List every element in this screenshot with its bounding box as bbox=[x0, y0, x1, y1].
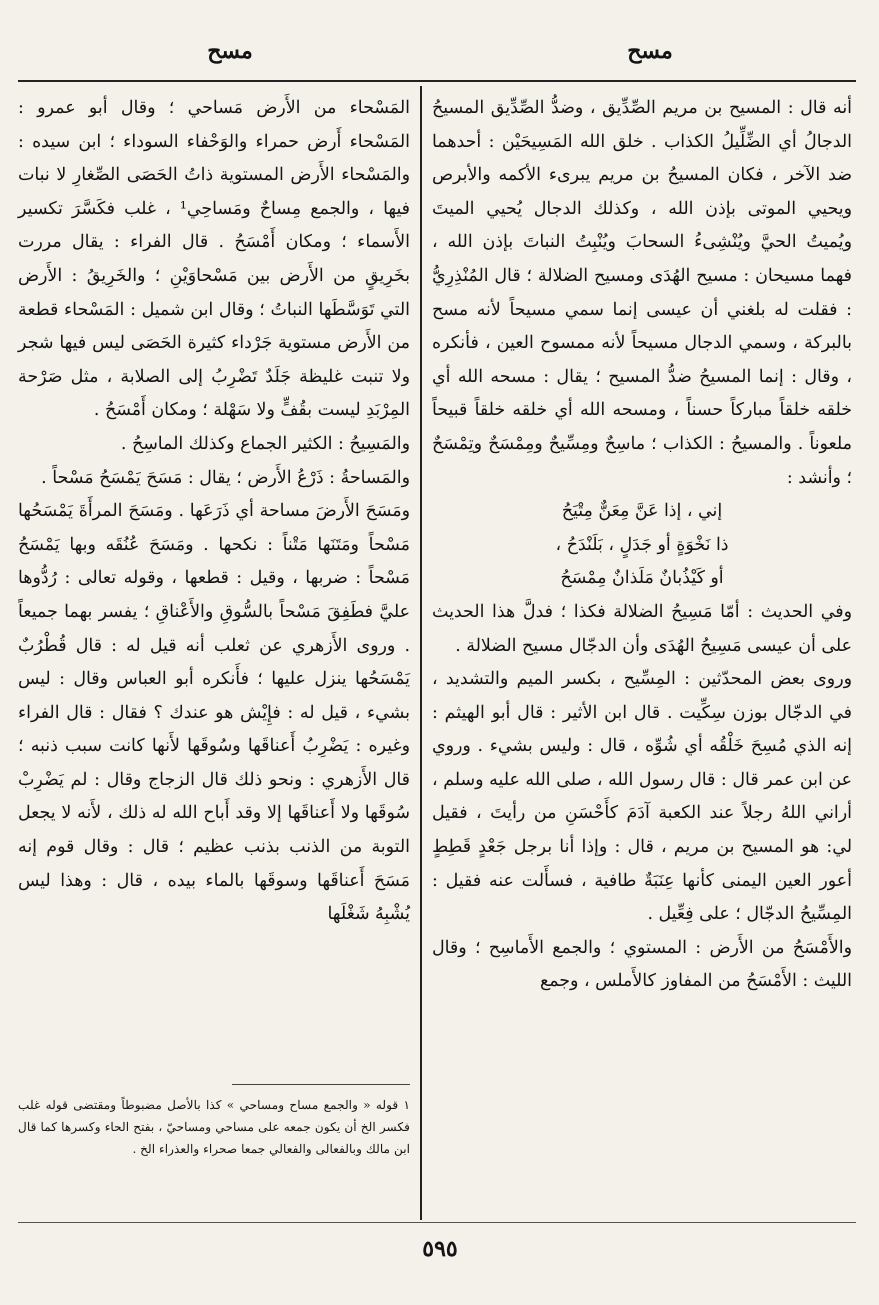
header-word-left: مسح bbox=[207, 38, 253, 64]
paragraph: وروى بعض المحدّثين : المِسِّيح ، بكسر الميم والتشديد ، في الدجّال بوزن سِكِّيت . قال ابن الأثير : قال أبو الهيثم : إنه الذي مُسِحَ خَلْقُه أي شُوِّه ، قال : وليس بشيء . وروي عن ابن عمر قال : قال رسول الله ، صلى الله عليه وسلم ، أراني اللهُ رجلاً عند الكعبة آدَمَ كأَحْسَنِ من رأيتَ ، فقيل لي: هو المسيح بن مريم ، قال : وإذا أنا برجل جَعْدٍ قَطِطٍ أعور العين اليمنى كأنها عِنَبَةٌ طافية ، فسأَلت عنه فقيل : المِسِّيحُ الدجّال ؛ على فِعِّيل . bbox=[432, 669, 852, 925]
verse-line: إني ، إذا عَنَّ مِعَنٌّ مِتْيَحُ bbox=[561, 501, 723, 522]
footnote-rule bbox=[232, 1084, 410, 1085]
verse-line: ذا نَخْوَةٍ أو جَدَلٍ ، بَلَنْدَحُ ، bbox=[555, 534, 729, 555]
right-column bbox=[432, 92, 852, 999]
paragraph: ومَسَحَ الأَرضَ مساحة أي ذَرَعَها . ومَسَحَ المرأَةَ يَمْسَحُها مَسْحاً ومَتَنَها مَتْناً : نكحها . ومَسَحَ عُنُقَه وبها يَمْسَحُ مَسْحاً : ضربها ، وقيل : قطعها ، وقوله تعالى : رُدُّوها عليَّ فطَفِقَ مَسْحاً بالسُّوقِ والأَعْناقِ ؛ يفسر بهما جميعاً . وروى الأَزهري عن ثعلب أنه قيل له : قال قُطْرُبٌ يَمْسَحُها ينزل عليها ؛ فأَنكره أبو العباس وقال : ليس بشيء ، قيل له : فإِيْش هو عندك ؟ فقال : قال الفراء وغيره : يَضْرِبُ أَعناقَها وسُوقَها لأَنها كانت سبب ذنبه ؛ قال الأَزهري : ونحو ذلك قال الزجاج وقال : لم يَضْرِبْ سُوقَها ولا أَعناقَها إلا وقد أَباح الله له ذلك ، لأَنه لا يجعل التوبة من الذنب بذنب عظيم ؛ قال : وقال قوم إنه مَسَحَ أَعناقَها وسوقَها بالماء بيده ، قال : وهذا ليس يُشْبِهُ شَغْلَها bbox=[18, 501, 410, 925]
paragraph: والأَمْسَحُ من الأَرض : المستوي ؛ والجمع الأَماسِح ؛ وقال الليث : الأَمْسَحُ من المفاوز كالأَملس ، وجمع bbox=[432, 937, 852, 992]
header-rule bbox=[18, 80, 856, 82]
left-column bbox=[18, 92, 410, 932]
paragraph: والمَساحةُ : ذَرْعُ الأَرض ؛ يقال : مَسَحَ يَمْسَحُ مَسْحاً . bbox=[41, 467, 410, 488]
column-divider bbox=[420, 86, 422, 1220]
verse-line: أو كَيْذُبانٌ مَلَذانٌ مِمْسَحُ bbox=[560, 568, 724, 589]
footnote: ١ قوله « والجمع مساح ومساحي » كذا بالأصل مضبوطاً ومقتضى قوله غلب فكسر الخ أن يكون جمعه على مساحي ومساحيّ ، بفتح الحاء وكسرها كما قال ابن مالك وبالفعالى والفعالي جمعا صحراء والعذراء الخ . bbox=[18, 1098, 410, 1156]
paragraph: أنه قال : المسيح بن مريم الصِّدِّيق ، وضدُّ الصِّدِّيق المسيحُ الدجالُ أي الضِّلِّيلُ الكذاب . خلق الله المَسِيحَيْن : أحدهما ضد الآخر ، فكان المسيحُ بن مريم يبرىء الأكمه والأبرص ويحيي الموتى بإذن الله ، وكذلك الدجال يُحيي الميتَ ويُميتُ الحيَّ ويُنْشِىءُ السحابَ ويُنْبِتُ النباتَ بإذن الله ، فهما مسيحان : مسيح الهُدَى ومسيح الضلالة ؛ قال المُنْذِرِيُّ : فقلت له بلغني أن عيسى إنما سمي مسيحاً لأنه مسح بالبركة ، وسمي الدجال مسيحاً لأنه ممسوح العين ، فأنكره ، وقال : إنما المسيحُ ضدُّ المسيح ؛ يقال : مسحه الله أي خلقه خلقاً مباركاً حسناً ، ومسحه الله أي خلقه خلقاً قبيحاً ملعوناً . والمسيحُ : الكذاب ؛ ماسِحٌ ومِسِّيحٌ ومِمْسَحٌ وتِمْسَحٌ ؛ وأنشد : bbox=[432, 98, 852, 488]
footer-rule bbox=[18, 1222, 856, 1223]
paragraph: المَسْحاء من الأَرض مَساحي ؛ وقال أبو عمرو : المَسْحاء أَرض حمراء والوَحْفاء السوداء ؛ ابن سيده : والمَسْحاء الأَرض المستوية ذاتُ الحَصَى الصِّغارِ لا نبات فيها ، والجمع مِساحٌ ومَساحِي¹ ، غلب فكَسَّرَ تكسير الأَسماء ؛ ومكان أَمْسَحُ . قال الفراء : يقال مررت بخَرِيقٍ من الأَرض بين مَسْحاوَيْنِ ؛ والخَرِيقُ : الأَرض التي تَوَسَّطَها النباتُ ؛ وقال ابن شميل : المَسْحاء قطعة من الأَرض مستوية جَرْداء كثيرة الحَصَى ليس فيها شجر ولا تنبت غليظة جَلَدٌ تَضْرِبُ إلى الصلابة ، مثل صَرْحة المِرْبَدِ ليست بقُفٍّ ولا سَهْلة ؛ ومكان أَمْسَحُ . bbox=[18, 98, 411, 421]
paragraph: وفي الحديث : أمّا مَسِيحُ الضلالة فكذا ؛ فدلَّ هذا الحديث على أن عيسى مَسِيحُ الهُدَى وأن الدجّال مسيح الضلالة . bbox=[432, 601, 852, 656]
page-number: ٥٩٥ bbox=[422, 1236, 458, 1262]
paragraph: والمَسِيحُ : الكثير الجماع وكذلك الماسِحُ . bbox=[120, 433, 410, 454]
header-word-right: مسح bbox=[627, 38, 673, 64]
